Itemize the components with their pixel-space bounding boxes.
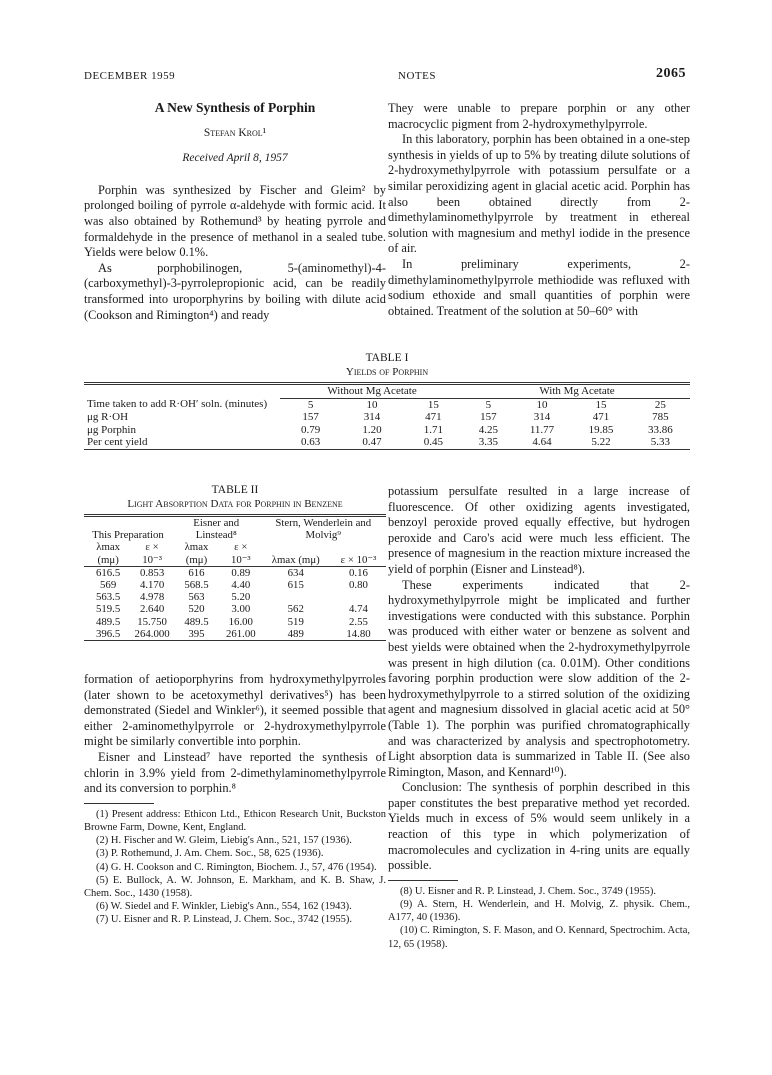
paragraph: Porphin was synthesized by Fischer and Gleim² by prolonged boiling of pyrrole α-aldehyde with formic acid. It was also obtained by Rothemund³ by heating pyrrole and formaldehyde in the presence of methanol in a sealed tube. Yields were below 0.1%. [84, 182, 386, 260]
article-title: A New Synthesis of Porphin [154, 100, 316, 115]
table-row: 489.5 15.750 489.5 16.00 519 2.55 [95, 615, 368, 628]
table-2: TABLE II Light Absorption Data for Porphin in Benzene This Preparation Eisner and Linstead⁸ Stern, Wenderlein and Molvig⁹ λmax (mμ) ε × 10⁻³ λmax (mμ) ε × 10⁻³ λmax (mμ) ε × 10⁻³ 616.5 0.853 616 0.89 634 0.16 569 4.170 568.5 4.40 615 0.80 563.5 4.978 563 5.20 519.5 2.640 520 3.00 562 4.74 489.5 15.750 489.5 16.00 519 2.55 396.5 264.000 395 261.00 489 14.80 [84, 484, 386, 641]
footnotes-right [388, 885, 690, 951]
footnote: (5) E. Bullock, A. W. Johnson, E. Markham, and K. B. Shaw, J. Chem. Soc., 1430 (1958). [84, 874, 386, 899]
footnotes-left [84, 808, 386, 927]
paragraph: In this laboratory, porphin has been obtained in a one-step synthesis in yields of up to 5% by treating dilute solutions of 2-hydroxymethylpyrrole with potassium persulfate or a similar peroxidizing agent in glacial acetic acid. Porphin has also been obtained directly from 2-dimethylaminomethylpyrrole by treatment in ethereal solution with magnesium and methyl iodide in the presence of air. [388, 132, 690, 256]
table-row: μg R·OH 157 314 471 157 314 471 785 [87, 411, 669, 423]
group-header: This Preparation [92, 529, 164, 542]
table-row: 569 4.170 568.5 4.40 615 0.80 [100, 579, 368, 592]
received-date: Received April 8, 1957 [182, 152, 288, 165]
table-2-subtitle: Light Absorption Data for Porphin in Benzene [127, 498, 343, 510]
footnote: (6) W. Siedel and F. Winkler, Liebig's Ann., 554, 162 (1943). [96, 901, 352, 913]
footnote: (9) A. Stern, H. Wenderlein, and H. Molvig, Z. physik. Chem., A177, 40 (1936). [388, 899, 690, 924]
table-row: μg Porphin 0.79 1.20 1.71 4.25 11.77 19.85 33.86 [87, 423, 673, 436]
group-header-without-mg: Without Mg Acetate [280, 384, 464, 399]
footnote: (3) P. Rothemund, J. Am. Chem. Soc., 58, 625 (1936). [96, 848, 324, 860]
table-1 [84, 352, 690, 450]
footnote-rule [84, 803, 154, 804]
paragraph: potassium persulfate resulted in a large increase of fluorescence. Of other oxidizing agents investigated, benzoyl peroxide proved equally effective, but hydrogen peroxide and Caro's acid were much less efficient. The presence of magnesium in the reaction mixture increased the yield of porphin (Eisner and Linstead⁸). [388, 484, 690, 576]
table-row: Per cent yield 0.63 0.47 0.45 3.35 4.64 5.22 5.33 [84, 436, 690, 449]
table-row: 519.5 2.640 520 3.00 562 4.74 [95, 603, 368, 616]
footnote: (1) Present address: Ethicon Ltd., Ethicon Research Unit, Buckston Browne Farm, Downe, Kent, England. [84, 808, 386, 833]
group-header-with-mg: With Mg Acetate [464, 384, 690, 399]
footnote: (2) H. Fischer and W. Gleim, Liebig's Ann., 521, 157 (1936). [96, 835, 352, 847]
footnote: (4) G. H. Cookson and C. Rimington, Biochem. J., 57, 476 (1954). [96, 861, 377, 873]
paragraph: These experiments indicated that 2-hydroxymethylpyrrole might be implicated and further investigations were conducted with this substance. Porphin was produced with either water or benzene as solvent and best yields were obtained when the 2-hydroxymethylpyrrole was present in high dilution (ca. 0.01M). Other conditions favoring porphin production were slow addition of the 2-hydroxymethylpyrrole to a stirred solution of the oxidizing agent and magnesium dissolved in glacial acetic acid at 50° (Table 1). The porphin was purified chromatographically and was characterized by analysis and spectrophotometry. Light absorption data is summarized in Table II. (See also Rimington, Mason, and Kennard¹⁰). [388, 577, 690, 779]
running-header-section: NOTES [398, 70, 436, 82]
paragraph: As porphobilinogen, 5-(aminomethyl)-4-(carboxymethyl)-3-pyrrolepropionic acid, can be readily transformed into uroporphyrins by boiling with dilute acid (Cookson and Rimington⁴) and ready [84, 260, 386, 322]
right-column-bottom [388, 484, 690, 951]
table-1-caption: TABLE I [365, 352, 409, 364]
group-header: Stern, Wenderlein and Molvig⁹ [275, 517, 372, 542]
footnote-rule [388, 880, 458, 881]
table-row: 616.5 0.853 616 0.89 634 0.16 [95, 566, 368, 579]
paragraph: Conclusion: The synthesis of porphin described in this paper constitutes the best preparative method yet recorded. Yields much in excess of 5% would seem unlikely in a reaction of this type in which polymerization of macromolecules and cyclization in 4-ring units are equally possible. [388, 780, 690, 873]
left-column-bottom [84, 672, 386, 927]
table-row: 563.5 4.978 563 5.20 [95, 591, 251, 604]
running-header-date: DECEMBER 1959 [84, 70, 176, 82]
table-2-caption: TABLE II [211, 484, 259, 496]
left-column-top [84, 100, 386, 323]
group-header: Eisner and Linstead⁸ [193, 517, 240, 542]
footnote: (7) U. Eisner and R. P. Linstead, J. Chem. Soc., 3742 (1955). [96, 914, 353, 926]
paragraph: formation of aetioporphyrins from hydroxymethylpyrroles (later shown to be acetoxymethyl derivatives⁵) has been demonstrated (Siedel and Winkler⁶), it seemed possible that either 2-aminomethylpyrrole or 2-hydroxymethylpyrrole might be similarly convertible into porphin. [84, 672, 386, 749]
table-1-subtitle: Yields of Porphin [345, 366, 429, 378]
footnote: (8) U. Eisner and R. P. Linstead, J. Chem. Soc., 3749 (1955). [400, 885, 657, 897]
right-column-top [388, 101, 690, 319]
paragraph: In preliminary experiments, 2-dimethylaminomethylpyrrole methiodide was refluxed with sodium ethoxide and small quantities of porphin were obtained. Treatment of the solution at 50–60° with [388, 256, 690, 318]
table-row: Time taken to add R·OH′ soln. (minutes) 5 10 15 5 10 15 25 [87, 398, 666, 411]
paragraph: They were unable to prepare porphin or any other macrocyclic pigment from 2-hydroxymethylpyrrole. [388, 101, 690, 131]
table-row: 396.5 264.000 395 261.00 489 14.80 [84, 628, 386, 641]
article-author: Stefan Krol¹ [203, 126, 267, 139]
paragraph: Eisner and Linstead⁷ have reported the synthesis of chlorin in 3.9% yield from 2-dimethylaminomethylpyrrole and its conversion to porphin.⁸ [84, 749, 386, 796]
page-number: 2065 [656, 66, 686, 81]
footnote: (10) C. Rimington, S. F. Mason, and O. Kennard, Spectrochim. Acta, 12, 65 (1958). [388, 925, 690, 950]
